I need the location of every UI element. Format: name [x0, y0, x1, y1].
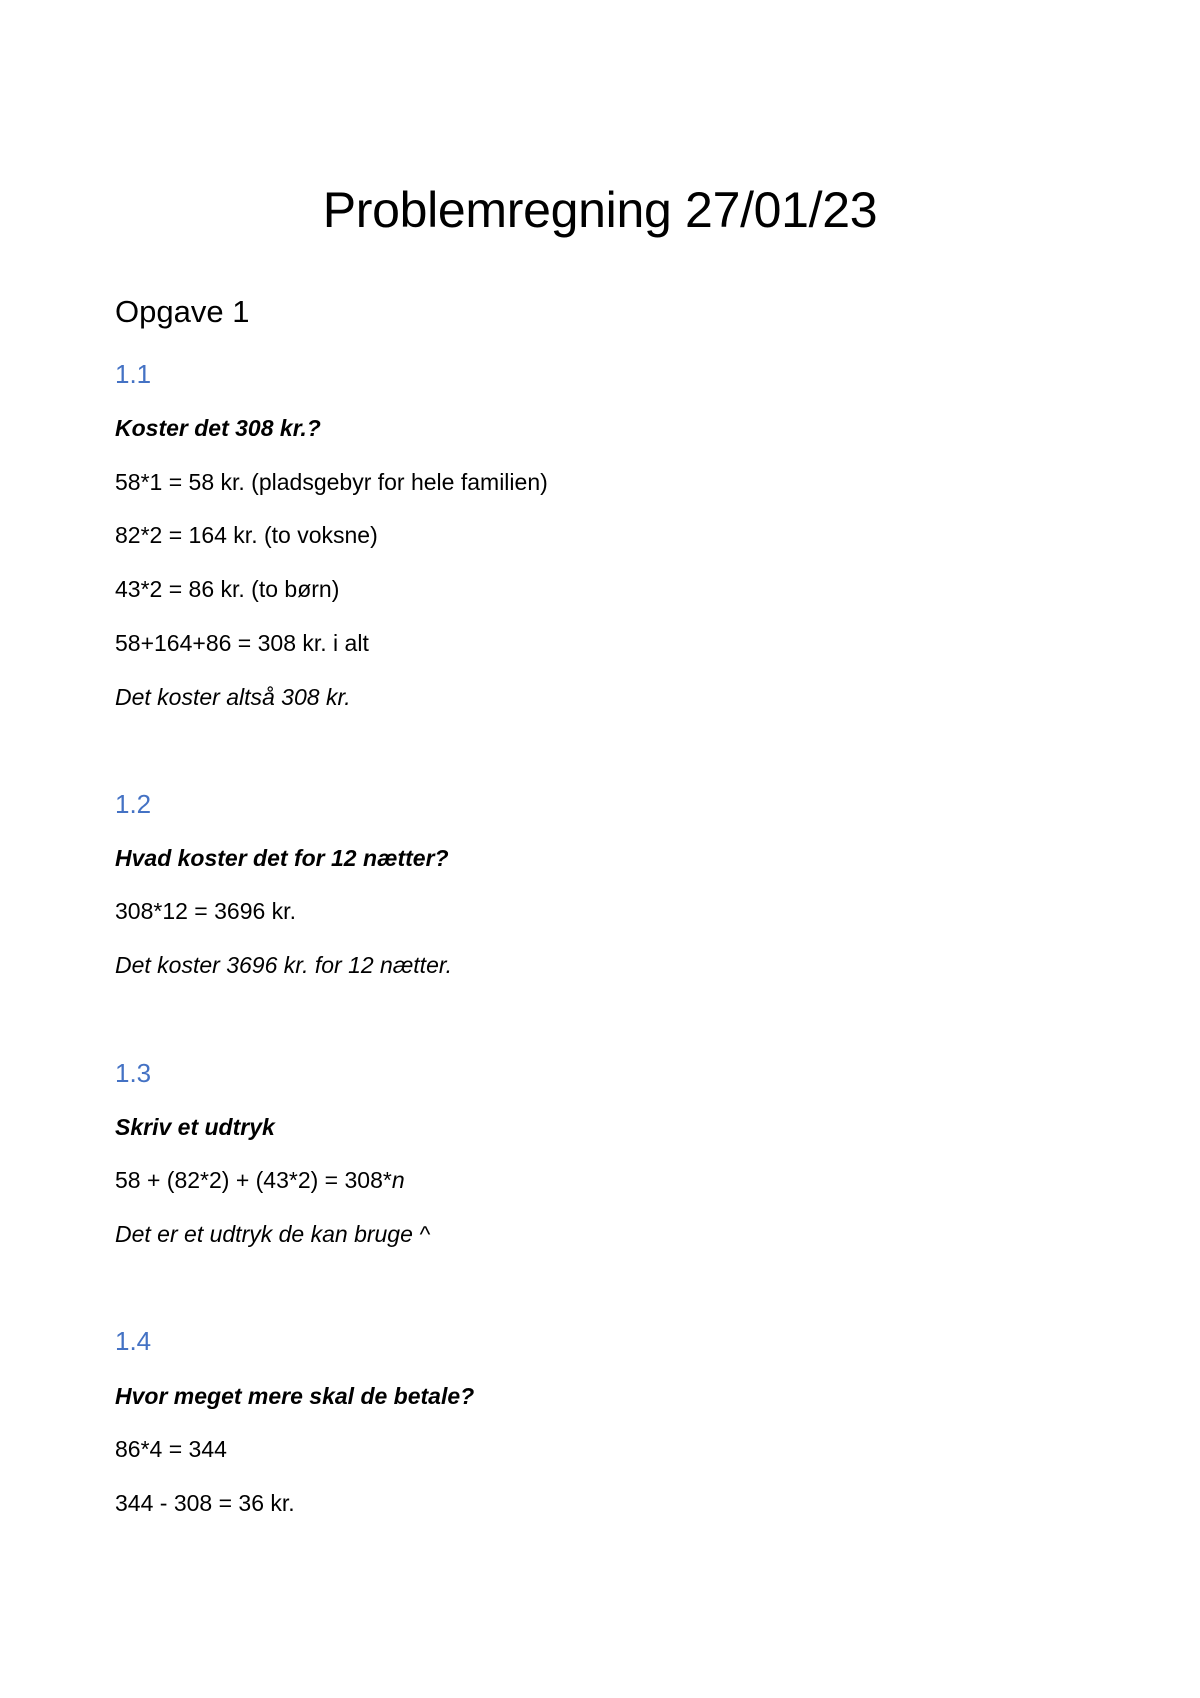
- calculation-line: 43*2 = 86 kr. (to børn): [115, 576, 340, 602]
- question-1-1: Koster det 308 kr.?: [115, 415, 321, 441]
- answer-1-1: Det koster altså 308 kr.: [115, 684, 351, 710]
- expression-text: 58 + (82*2) + (43*2) = 308*: [115, 1167, 392, 1193]
- calculation-line: 58*1 = 58 kr. (pladsgebyr for hele familien): [115, 469, 548, 495]
- subsection-number-1-3: 1.3: [115, 1058, 152, 1088]
- subsection-number-1-1: 1.1: [115, 359, 152, 389]
- calculation-line: 58+164+86 = 308 kr. i alt: [115, 630, 369, 656]
- subsection-number-1-2: 1.2: [115, 789, 152, 819]
- section-heading: Opgave 1: [115, 294, 250, 329]
- expression-variable: n: [391, 1167, 405, 1193]
- question-1-4: Hvor meget mere skal de betale?: [115, 1383, 475, 1409]
- answer-1-2: Det koster 3696 kr. for 12 nætter.: [115, 952, 453, 978]
- calculation-line: 344 - 308 = 36 kr.: [115, 1490, 295, 1516]
- question-1-3: Skriv et udtryk: [115, 1114, 275, 1140]
- calculation-line: 308*12 = 3696 kr.: [115, 898, 296, 924]
- calculation-line: 86*4 = 344: [115, 1436, 227, 1462]
- calculation-line: 82*2 = 164 kr. (to voksne): [115, 522, 378, 548]
- answer-1-3: Det er et udtryk de kan bruge ^: [115, 1221, 431, 1247]
- subsection-number-1-4: 1.4: [115, 1326, 152, 1356]
- question-1-2: Hvad koster det for 12 nætter?: [115, 845, 449, 871]
- expression-line: [115, 1165, 405, 1195]
- document-title: Problemregning 27/01/23: [322, 182, 878, 238]
